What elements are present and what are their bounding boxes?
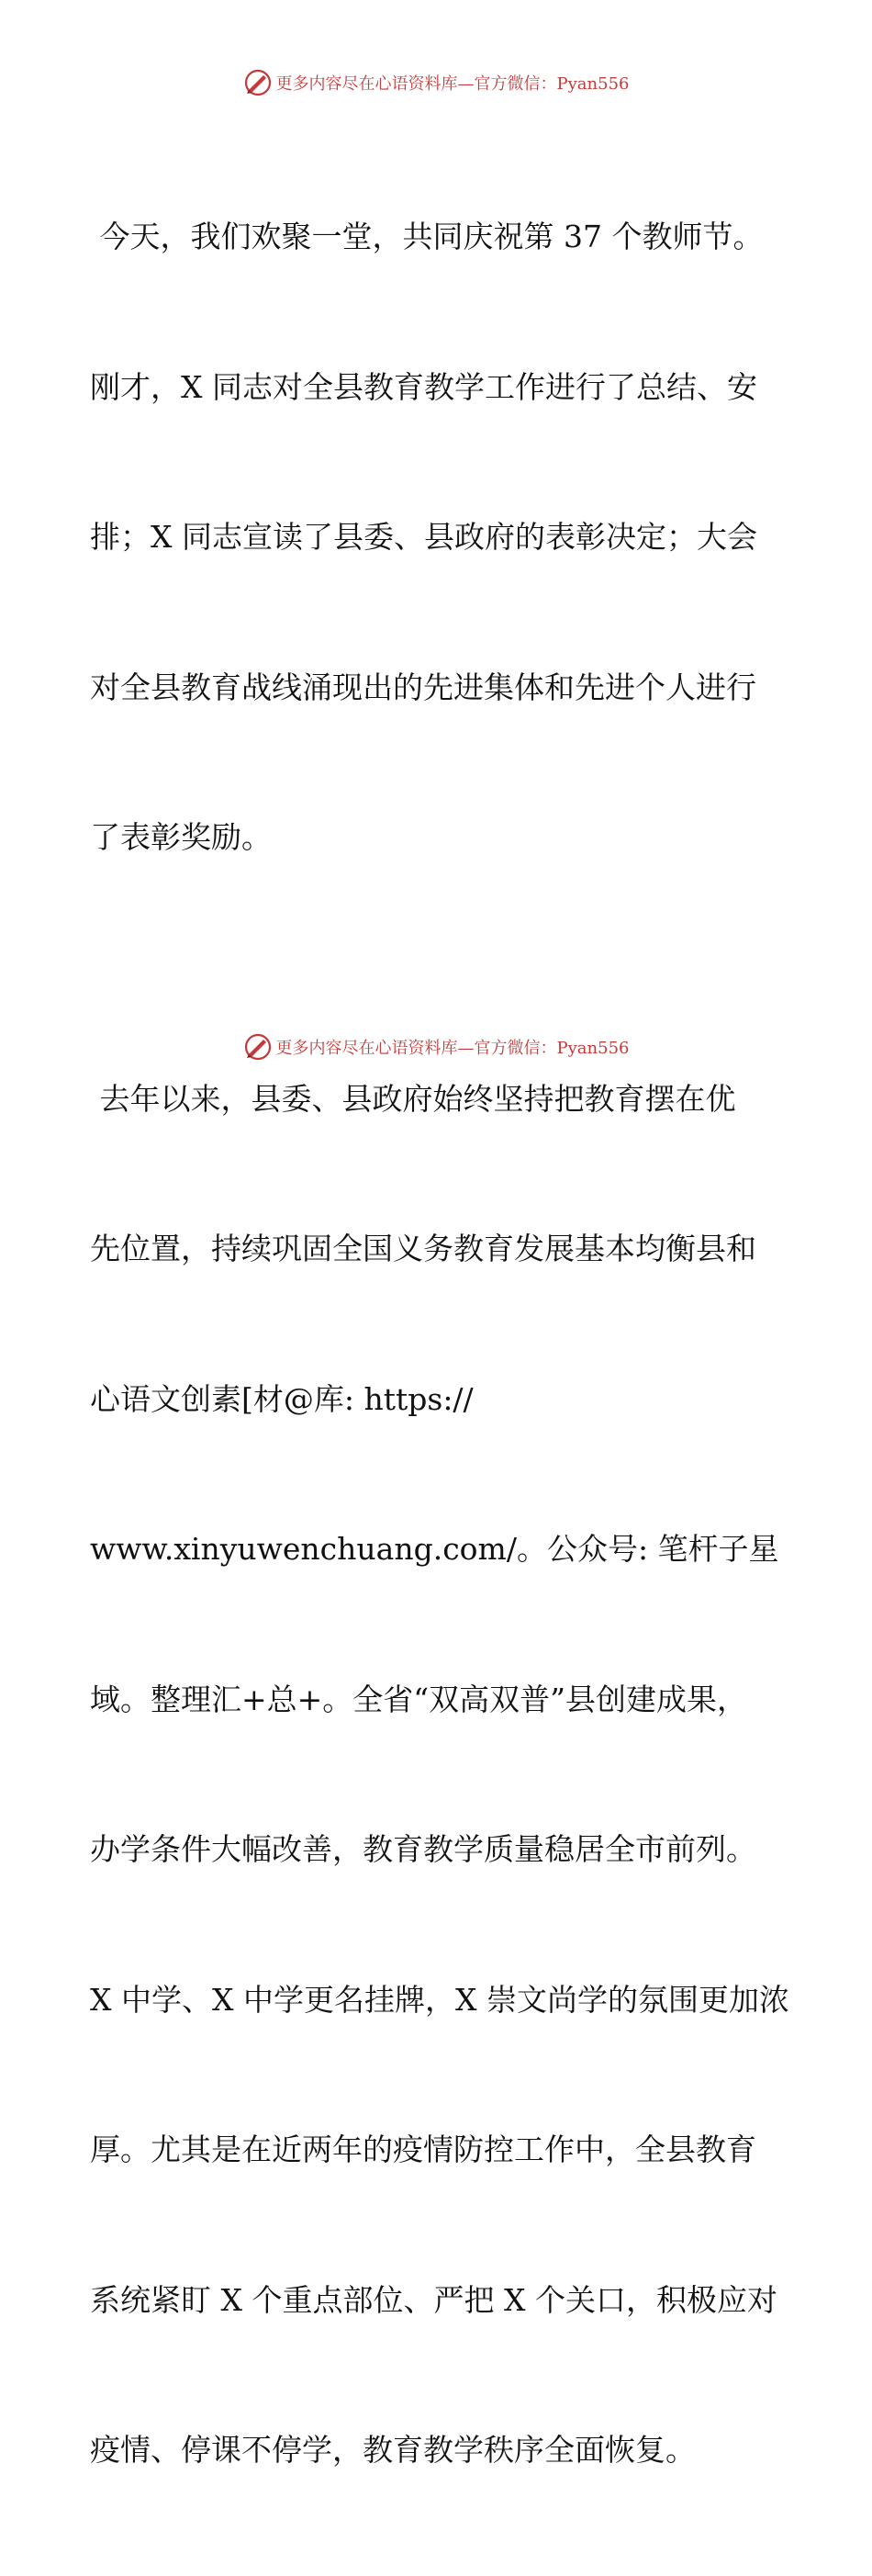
text-line: 了表彰奖励。	[90, 819, 272, 855]
text-line: 刚才，X 同志对全县教育教学工作进行了总结、安	[90, 368, 757, 405]
pen-logo-icon	[243, 1032, 273, 1062]
paragraph-spacer	[90, 963, 797, 974]
text-line: 系统紧盯 X 个重点部位、严把 X 个关口，积极应对	[90, 2281, 777, 2318]
text-line: 先位置，持续巩固全国义务教育发展基本均衡县和	[90, 1231, 756, 1266]
text-line: 域。整理汇+总+。全省“双高双普”县创建成果，	[90, 1681, 748, 1717]
text-line: X 中学、X 中学更名挂牌，X 崇文尚学的氛围更加浓	[90, 1981, 789, 2018]
text-line: 对全县教育战线涌现出的先进集体和先进个人进行	[90, 669, 756, 705]
text-line: 去年以来，县委、县政府始终坚持把教育摆在优	[90, 1080, 736, 1117]
text-line: 办学条件大幅改善，教育教学质量稳居全市前列。	[90, 1831, 756, 1867]
paragraph-2	[90, 974, 797, 2576]
text-line: 排；X 同志宣读了县委、县政府的表彰决定；大会	[90, 519, 757, 555]
paragraph-1	[90, 112, 797, 963]
text-line: www.xinyuwenchuang.com/。公众号: 笔杆子星	[90, 1531, 779, 1567]
pen-logo-icon	[243, 68, 273, 97]
header-banner	[0, 64, 872, 101]
document-body	[90, 112, 797, 2576]
text-line: 厚。尤其是在近两年的疫情防控工作中，全县教育	[90, 2132, 756, 2167]
header-banner-text: 更多内容尽在心语资料库—官方微信：Pyan556	[275, 74, 630, 94]
footer-banner-text: 更多内容尽在心语资料库—官方微信：Pyan556	[275, 1039, 630, 1058]
footer-banner	[0, 1029, 872, 1065]
text-line: 疫情、停课不停学，教育教学秩序全面恢复。	[90, 2432, 696, 2468]
text-line: 心语文创素[材@库: https://	[90, 1380, 474, 1417]
text-line: 今天，我们欢聚一堂，共同庆祝第 37 个教师节。	[90, 219, 764, 254]
